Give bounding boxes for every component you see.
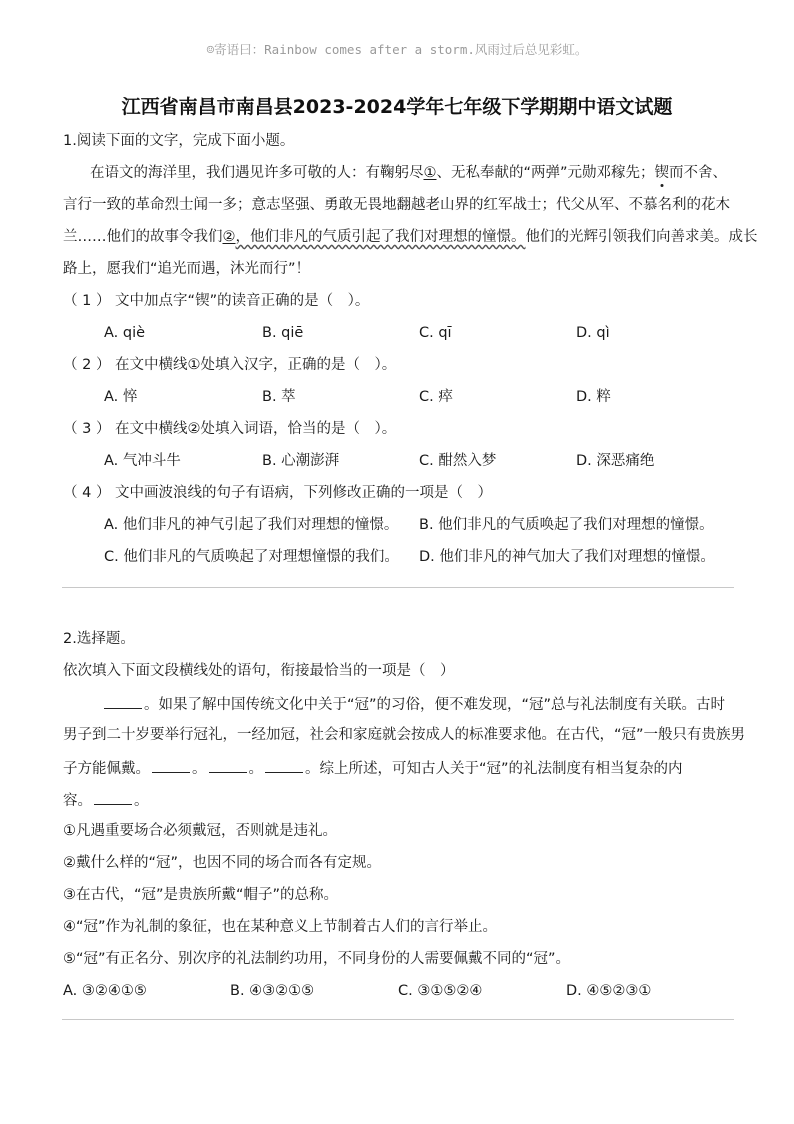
q1-heading: 1.阅读下面的文字，完成下面小题。: [63, 133, 295, 149]
q2-passage-text: 。综上所述，可知古人关于“冠”的礼法制度有相当复杂的内: [305, 761, 683, 777]
q1-sub2-stem: （ 2 ） 在文中横线①处填入汉字，正确的是（ ）。: [63, 357, 397, 373]
q2-passage-text: 。: [192, 761, 207, 777]
q1-passage-text: 而不舍、: [669, 165, 728, 181]
q2-option-a[interactable]: A. ③②④①⑤: [63, 983, 147, 999]
section-divider: [62, 587, 734, 588]
q1-sub3-option-b[interactable]: B. 心潮澎湃: [262, 453, 340, 469]
wavy-underlined-sentence: ，他们非凡的气质引起了我们对理想的憧憬。: [235, 229, 526, 245]
q2-stem: 依次填入下面文段横线处的语句，衔接最恰当的一项是（ ）: [63, 663, 455, 679]
q1-sub3-option-d[interactable]: D. 深恶痛绝: [576, 453, 655, 469]
q1-passage-text: 他们的光辉引领我们向善求美。成长: [525, 229, 758, 245]
q1-passage-text: 兰……他们的故事令我们: [63, 229, 223, 245]
q2-passage-line-3: [63, 758, 683, 778]
q1-sub1-option-c[interactable]: C. qī: [419, 325, 452, 341]
q2-passage-text: 。如果了解中国传统文化中关于“冠”的习俗，便不难发现，“冠”总与礼法制度有关联。古时: [144, 697, 726, 713]
blank-2-marker: ②: [222, 229, 236, 245]
q1-sub4-option-a[interactable]: A. 他们非凡的神气引起了我们对理想的憧憬。: [104, 517, 399, 533]
q1-passage-text: 、无私奉献的“两弹”元勋邓稼先；: [436, 165, 655, 181]
fill-blank: [94, 790, 132, 805]
q2-passage-line-1: [102, 694, 725, 714]
q1-sub2-option-d[interactable]: D. 粹: [576, 389, 611, 405]
q1-sub2-option-c[interactable]: C. 瘁: [419, 389, 453, 405]
motto-watermark: ☺寄语曰：Rainbow comes after a storm.风雨过后总见彩虹。: [206, 42, 588, 57]
q1-sub4-stem: （ 4 ） 文中画波浪线的句子有语病，下列修改正确的一项是（ ）: [63, 485, 493, 501]
q2-passage-line-2: 男子到二十岁要举行冠礼，一经加冠，社会和家庭就会按成人的标准要求他。在古代，“冠”一般只有贵族男: [63, 727, 746, 743]
q2-option-b[interactable]: B. ④③②①⑤: [230, 983, 315, 999]
q1-sub1-stem: （ 1 ） 文中加点字“锲”的读音正确的是（ ）。: [63, 293, 370, 309]
q1-sub3-option-a[interactable]: A. 气冲斗牛: [104, 453, 181, 469]
blank-1-marker: ①: [423, 165, 437, 181]
dotted-character: 锲: [654, 165, 670, 181]
q1-sub4-option-d[interactable]: D. 他们非凡的神气加大了我们对理想的憧憬。: [419, 549, 715, 565]
q2-passage-text: 容。: [63, 793, 92, 809]
fill-blank: [265, 758, 303, 773]
q1-sub1-option-b[interactable]: B. qiē: [262, 325, 304, 341]
q1-passage-line-4: 路上，愿我们“追光而遇，沐光而行”！: [63, 261, 311, 277]
page-title: 江西省南昌市南昌县2023-2024学年七年级下学期期中语文试题: [121, 96, 673, 118]
q1-passage-line-2: 言行一致的革命烈士闻一多；意志坚强、勇敢无畏地翻越老山界的红军战士；代父从军、不慕名利的花木: [63, 197, 730, 213]
q2-passage-line-4: [63, 790, 149, 810]
fill-blank: [104, 694, 142, 709]
q1-sub4-option-b[interactable]: B. 他们非凡的气质唤起了我们对理想的憧憬。: [419, 517, 714, 533]
q1-passage-line-3: [63, 228, 758, 246]
q1-sub2-option-a[interactable]: A. 悴: [104, 389, 138, 405]
q2-passage-text: 子方能佩戴。: [63, 761, 150, 777]
q2-passage-text: 。: [134, 793, 149, 809]
section-divider: [62, 1019, 734, 1020]
q1-sub3-option-c[interactable]: C. 酣然入梦: [419, 453, 497, 469]
q1-sub4-option-c[interactable]: C. 他们非凡的气质唤起了对理想憧憬的我们。: [104, 549, 399, 565]
q1-sub3-stem: （ 3 ） 在文中横线②处填入词语，恰当的是（ ）。: [63, 421, 397, 437]
fill-blank: [209, 758, 247, 773]
q1-sub1-option-d[interactable]: D. qì: [576, 325, 610, 341]
q2-item-1: ①凡遇重要场合必须戴冠，否则就是违礼。: [63, 823, 337, 839]
q2-item-3: ③在古代，“冠”是贵族所戴“帽子”的总称。: [63, 887, 339, 903]
q2-item-4: ④“冠”作为礼制的象征，也在某种意义上节制着古人们的言行举止。: [63, 919, 498, 935]
q2-passage-text: 。: [248, 761, 263, 777]
q2-option-d[interactable]: D. ④⑤②③①: [566, 983, 652, 999]
q2-heading: 2.选择题。: [63, 631, 135, 647]
fill-blank: [152, 758, 190, 773]
q1-sub1-option-a[interactable]: A. qiè: [104, 325, 146, 341]
q2-item-5: ⑤“冠”有正名分、别次序的礼法制约功用，不同身份的人需要佩戴不同的“冠”。: [63, 951, 571, 967]
q2-option-c[interactable]: C. ③①⑤②④: [398, 983, 483, 999]
q1-passage-text: 在语文的海洋里，我们遇见许多可敬的人：有鞠躬尽: [90, 165, 424, 181]
q1-passage-line-1: [90, 164, 727, 182]
q1-sub2-option-b[interactable]: B. 萃: [262, 389, 296, 405]
q2-item-2: ②戴什么样的“冠”，也因不同的场合而各有定规。: [63, 855, 382, 871]
